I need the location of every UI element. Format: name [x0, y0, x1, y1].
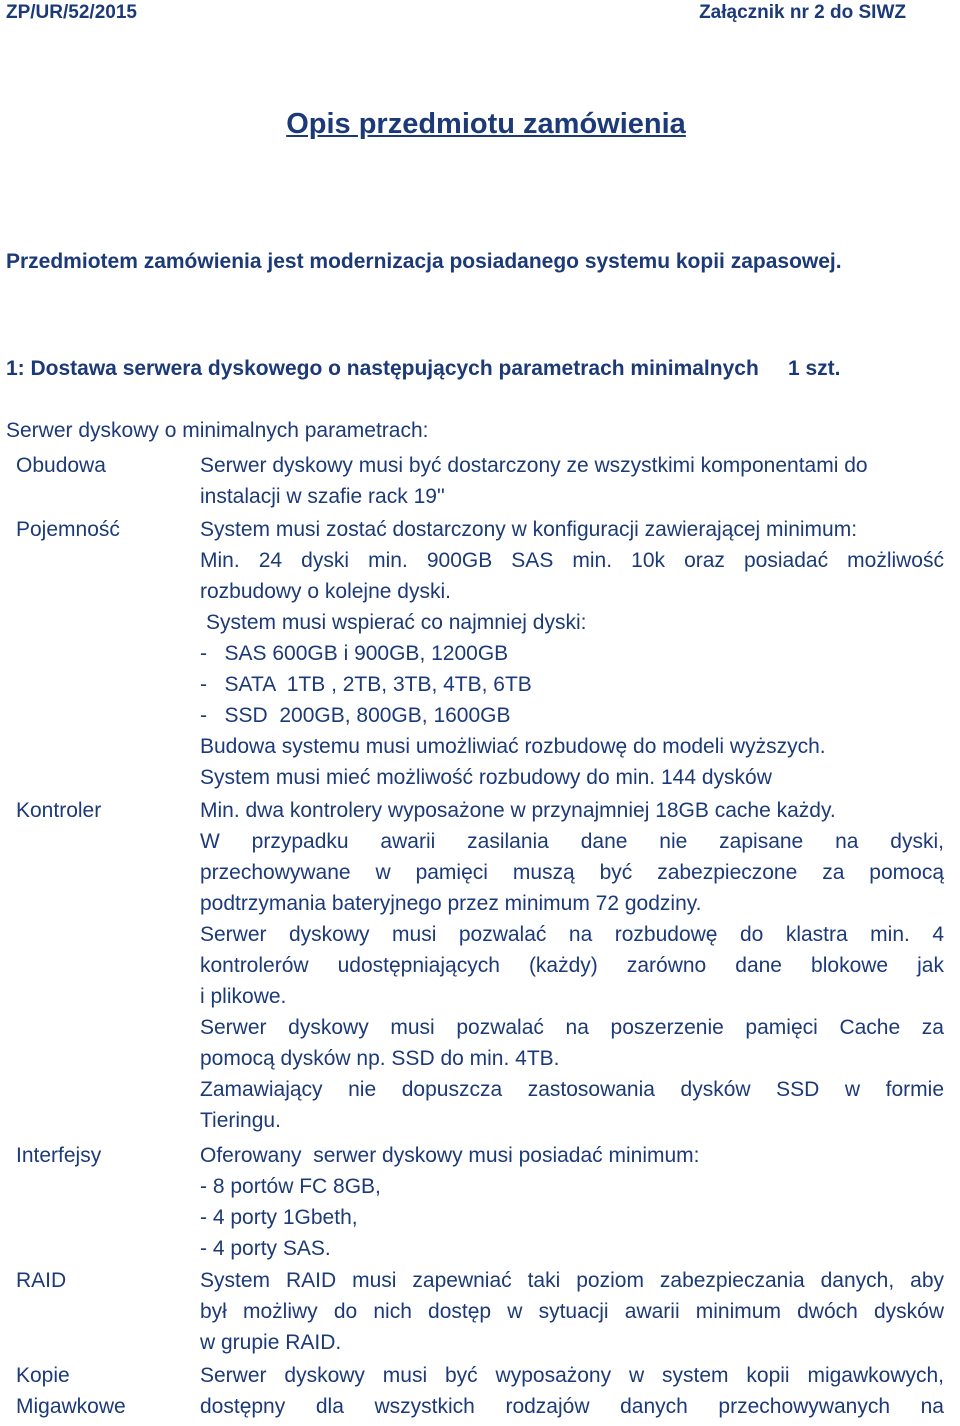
spec-line: Serwer dyskowy musi być dostarczony ze wszystkimi komponentami do — [200, 454, 868, 477]
spec-line: był możliwy do nich dostęp w sytuacji awarii minimum dwóch dysków — [200, 1300, 944, 1323]
page-title: Opis przedmiotu zamówienia — [286, 108, 686, 140]
spec-line: - 4 porty SAS. — [200, 1237, 331, 1260]
attachment-label: Załącznik nr 2 do SIWZ — [699, 2, 906, 23]
spec-line: Tieringu. — [200, 1109, 281, 1132]
spec-line: Min. 24 dyski min. 900GB SAS min. 10k oraz posiadać możliwość — [200, 549, 944, 572]
spec-label: Pojemność — [16, 518, 120, 541]
spec-line: Serwer dyskowy musi pozwalać na rozbudowę do klastra min. 4 — [200, 923, 944, 946]
spec-label-line: Migawkowe — [16, 1395, 126, 1418]
spec-label — [16, 1360, 126, 1422]
spec-line: w grupie RAID. — [200, 1331, 342, 1354]
spec-line: System musi zostać dostarczony w konfiguracji zawierającej minimum: — [200, 518, 858, 541]
spec-line: - SAS 600GB i 900GB, 1200GB — [200, 642, 509, 665]
spec-line: i plikowe. — [200, 985, 287, 1008]
spec-label: Kontroler — [16, 799, 102, 822]
document-reference: ZP/UR/52/2015 — [6, 2, 137, 23]
spec-label: Interfejsy — [16, 1144, 102, 1167]
spec-line: kontrolerów udostępniających (każdy) zarówno dane blokowe jak — [200, 954, 944, 977]
spec-line: Oferowany serwer dyskowy musi posiadać minimum: — [200, 1144, 700, 1167]
spec-line: W przypadku awarii zasilania dane nie zapisane na dyski, — [200, 830, 944, 853]
spec-line: System RAID musi zapewniać taki poziom zabezpieczania danych, aby — [200, 1269, 944, 1292]
spec-value — [200, 1140, 944, 1264]
spec-label-line: Kopie — [16, 1364, 70, 1387]
spec-line: przechowywane w pamięci muszą być zabezpieczone za pomocą — [200, 861, 944, 884]
spec-line: pomocą dysków np. SSD do min. 4TB. — [200, 1047, 560, 1070]
spec-line: rozbudowy o kolejne dyski. — [200, 580, 451, 603]
spec-value — [200, 450, 944, 512]
spec-label: Obudowa — [16, 454, 106, 477]
spec-value — [200, 795, 944, 1136]
spec-line: - SATA 1TB , 2TB, 3TB, 4TB, 6TB — [200, 673, 532, 696]
spec-line: Serwer dyskowy musi być wyposażony w system kopii migawkowych, — [200, 1364, 944, 1387]
spec-line: Zamawiający nie dopuszcza zastosowania dysków SSD w formie — [200, 1078, 944, 1101]
spec-line: System musi wspierać co najmniej dyski: — [206, 611, 587, 634]
spec-line: instalacji w szafie rack 19'' — [200, 485, 445, 508]
delivery-item-heading: 1: Dostawa serwera dyskowego o następujących parametrach minimalnych 1 szt. — [6, 357, 841, 380]
spec-label: RAID — [16, 1269, 67, 1292]
spec-line: System musi mieć możliwość rozbudowy do min. 144 dysków — [200, 766, 772, 789]
spec-line: Budowa systemu musi umożliwiać rozbudowę do modeli wyższych. — [200, 735, 826, 758]
spec-value — [200, 514, 944, 793]
spec-value — [200, 1265, 944, 1358]
spec-line: dostępny dla wszystkich rodzajów danych przechowywanych na — [200, 1395, 944, 1418]
spec-line: Min. dwa kontrolery wyposażone w przynajmniej 18GB cache każdy. — [200, 799, 836, 822]
spec-line: - SSD 200GB, 800GB, 1600GB — [200, 704, 511, 727]
spec-line: - 8 portów FC 8GB, — [200, 1175, 381, 1198]
spec-line: - 4 porty 1Gbeth, — [200, 1206, 358, 1229]
spec-value — [200, 1360, 944, 1422]
intro-paragraph: Przedmiotem zamówienia jest modernizacja posiadanego systemu kopii zapasowej. — [6, 250, 842, 273]
spec-line: podtrzymania bateryjnego przez minimum 72 godziny. — [200, 892, 702, 915]
spec-line: Serwer dyskowy musi pozwalać na poszerzenie pamięci Cache za — [200, 1016, 944, 1039]
parameters-lead: Serwer dyskowy o minimalnych parametrach: — [6, 419, 429, 442]
